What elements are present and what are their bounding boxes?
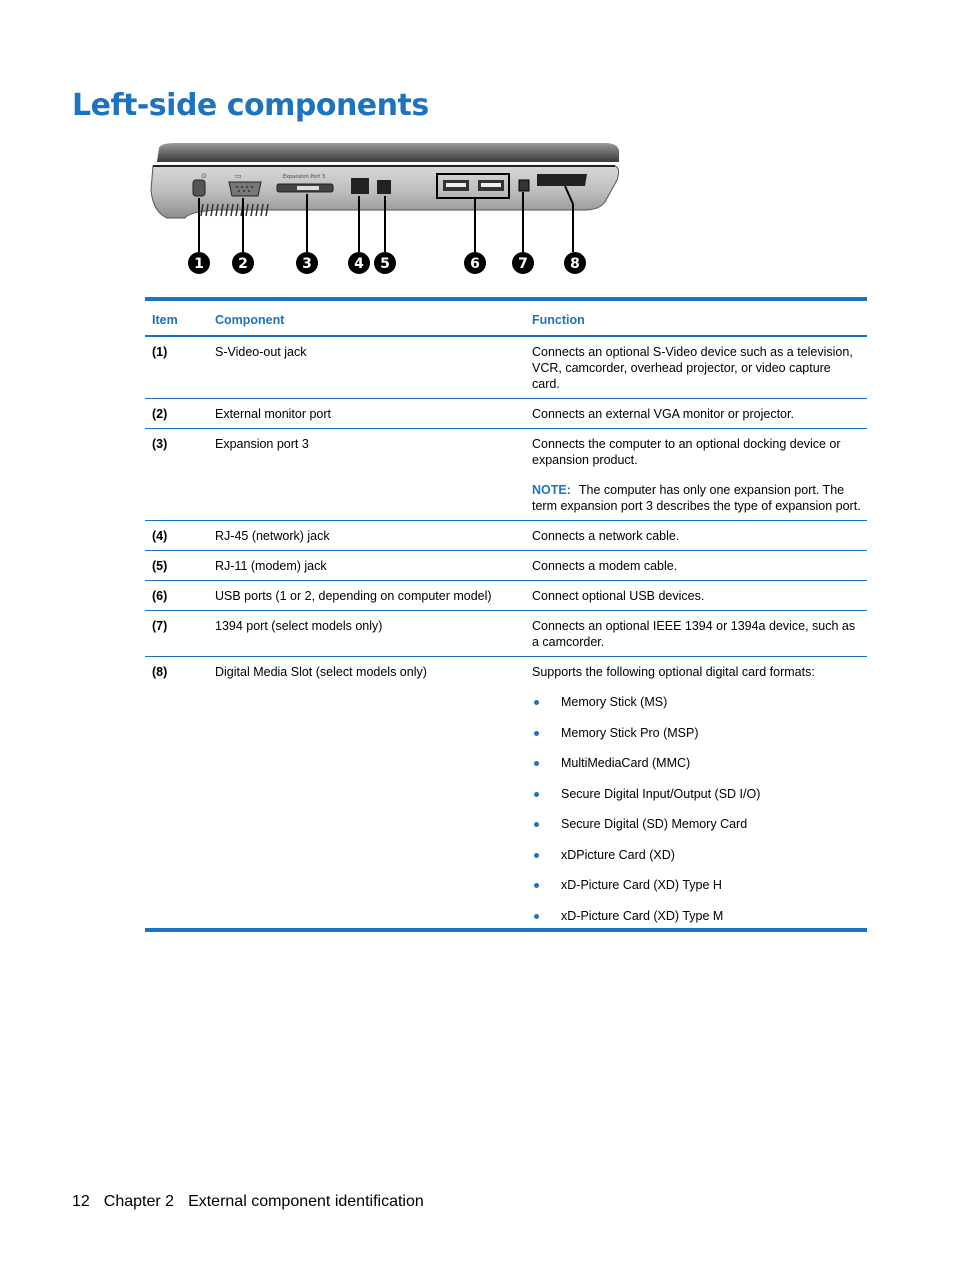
list-item: xD-Picture Card (XD) Type M: [532, 908, 861, 924]
list-item: Memory Stick (MS): [532, 694, 861, 710]
component-name: S-Video-out jack: [208, 336, 525, 399]
chapter-label: Chapter 2: [103, 1193, 175, 1210]
table-row: [145, 429, 867, 521]
component-name: RJ-45 (network) jack: [208, 521, 525, 551]
component-function-cell: [525, 657, 867, 930]
svideo-jack: [193, 180, 205, 196]
table-header-row: [145, 299, 867, 336]
table-row: [145, 657, 867, 930]
note-text: The computer has only one expansion port. The term expansion port 3 describes the type of expansion port.: [532, 483, 861, 513]
svideo-glyph-icon: ⊙: [201, 172, 207, 180]
component-name: Digital Media Slot (select models only): [215, 665, 427, 679]
list-item: Memory Stick Pro (MSP): [532, 725, 861, 741]
header-item: Item: [145, 299, 208, 336]
item-number: (8): [152, 665, 168, 679]
item-number: (7): [145, 611, 208, 657]
component-function: Connects a network cable.: [525, 521, 867, 551]
component-name: Expansion port 3: [208, 429, 525, 521]
header-function: Function: [525, 299, 867, 336]
rj11-jack: [377, 180, 391, 194]
vga-port: [229, 182, 261, 196]
component-function: Connects an optional IEEE 1394 or 1394a device, such as a camcorder.: [525, 611, 867, 657]
callout-8: 8: [570, 256, 580, 272]
note: [532, 482, 861, 514]
list-item: Secure Digital Input/Output (SD I/O): [532, 786, 861, 802]
header-component: Component: [208, 299, 525, 336]
component-function: Connects a modem cable.: [525, 551, 867, 581]
component-function: Connects an optional S-Video device such as a television, VCR, camcorder, overhead projector, or video capture card.: [525, 336, 867, 399]
laptop-left-side-illustration: [145, 140, 625, 282]
table-row: [145, 551, 867, 581]
monitor-glyph-icon: ▭: [235, 172, 242, 180]
item-number: (5): [145, 551, 208, 581]
components-table: [145, 297, 867, 932]
page-footer: [72, 1192, 438, 1212]
chapter-title: External component identification: [188, 1193, 424, 1210]
rj45-jack: [351, 178, 369, 194]
callout-6: 6: [470, 256, 480, 272]
laptop-lid: [157, 143, 619, 162]
table-row: [145, 611, 867, 657]
item-number: (3): [145, 429, 208, 521]
callout-1: 1: [194, 256, 204, 272]
component-name: External monitor port: [208, 399, 525, 429]
table-row: [145, 336, 867, 399]
callout-4: 4: [354, 256, 364, 272]
table-row: [145, 399, 867, 429]
component-function-cell: [525, 429, 867, 521]
callout-3: 3: [302, 256, 312, 272]
component-name: USB ports (1 or 2, depending on computer model): [208, 581, 525, 611]
item-number: (4): [145, 521, 208, 551]
callout-2: 2: [238, 256, 248, 272]
component-name: 1394 port (select models only): [208, 611, 525, 657]
list-item: Secure Digital (SD) Memory Card: [532, 816, 861, 832]
item-number: (1): [145, 336, 208, 399]
callout-7: 7: [518, 256, 528, 272]
media-slot: [537, 174, 587, 186]
page-number: 12: [72, 1193, 90, 1210]
component-function: Connect optional USB devices.: [525, 581, 867, 611]
list-item: xD-Picture Card (XD) Type H: [532, 877, 861, 893]
item-number: (2): [145, 399, 208, 429]
card-format-list: [532, 694, 861, 924]
table-row: [145, 581, 867, 611]
table-row: [145, 521, 867, 551]
component-function: Connects an external VGA monitor or projector.: [525, 399, 867, 429]
component-function: Supports the following optional digital card formats:: [532, 665, 815, 679]
item-number: (6): [145, 581, 208, 611]
note-label: NOTE:: [532, 483, 571, 497]
component-name: RJ-11 (modem) jack: [208, 551, 525, 581]
callout-5: 5: [380, 256, 390, 272]
list-item: MultiMediaCard (MMC): [532, 755, 861, 771]
page-title: Left-side components: [72, 88, 429, 123]
component-function: Connects the computer to an optional docking device or expansion product.: [532, 437, 841, 467]
ieee1394-port: [519, 180, 529, 191]
expansion-label: Expansion Port 3: [283, 174, 326, 180]
list-item: xDPicture Card (XD): [532, 847, 861, 863]
